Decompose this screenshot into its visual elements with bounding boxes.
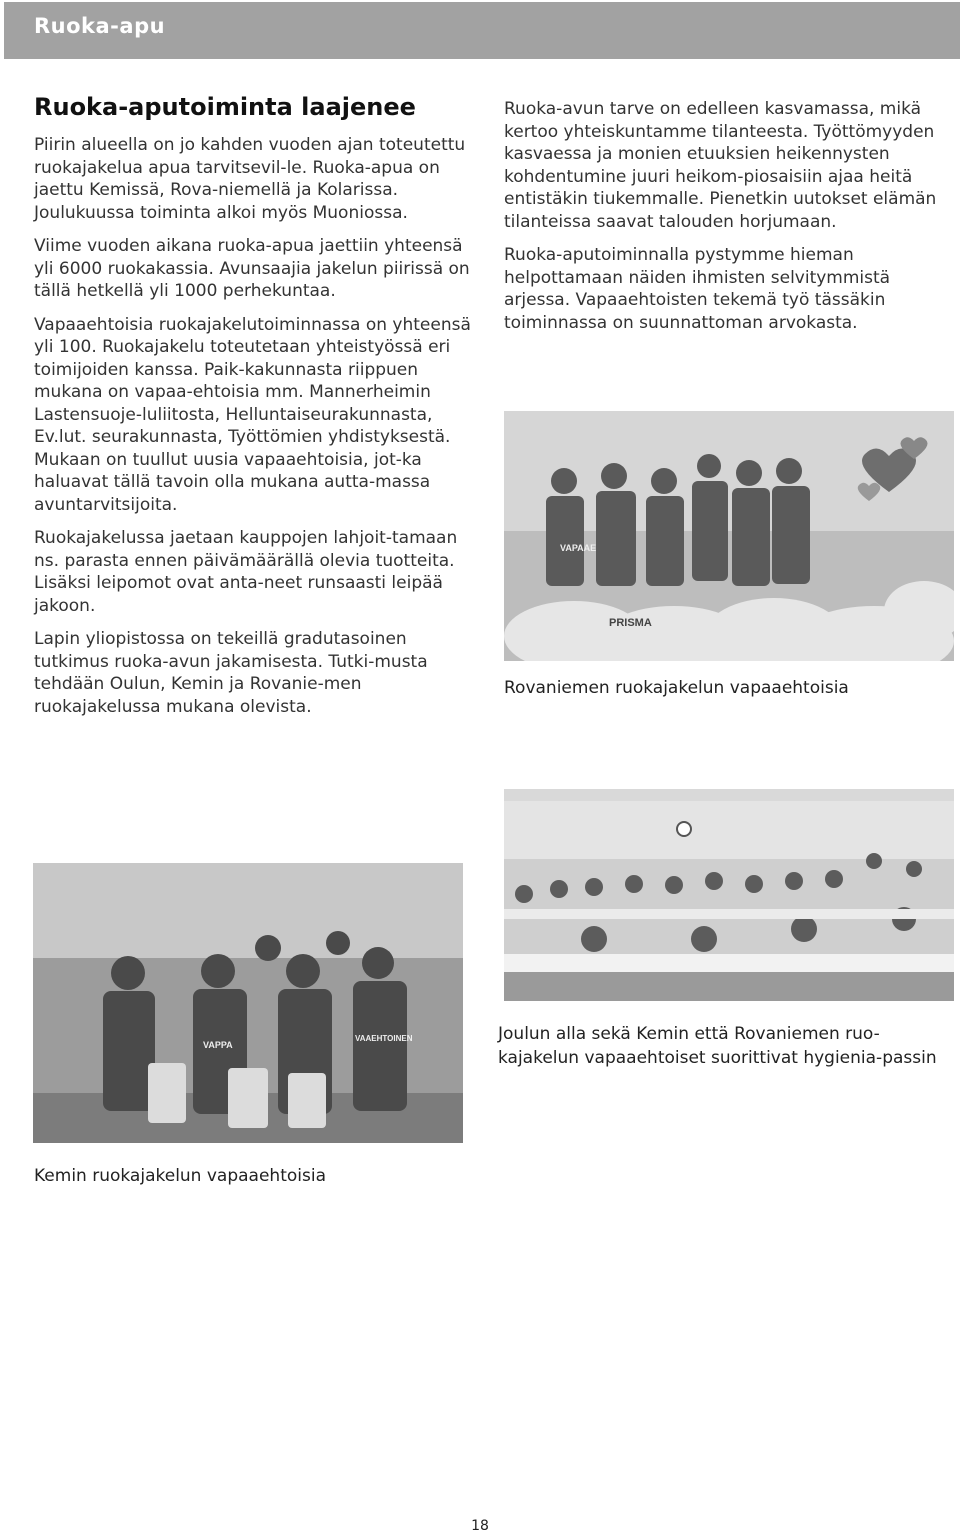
caption-hygiene: Joulun alla sekä Kemin että Rovaniemen ruo-kajakelun vapaaehtoiset suorittivat hygienia-passin (498, 1024, 937, 1068)
section-title: Ruoka-apu (34, 14, 166, 38)
paragraph: Ruoka-aputoiminnalla pystymme hieman helpottamaan näiden ihmisten selvitymmistä arjessa. Vapaaehtoisten tekemä työ tässäkin toiminnassa on suunnattoman arvokasta. (504, 245, 891, 333)
vest-text: VAPPA (203, 1040, 233, 1050)
page-number: 18 (471, 1518, 489, 1534)
paragraph: Lapin yliopistossa on tekeillä gradutasoinen tutkimus ruoka-avun jakamisesta. Tutki-musta tehdään Oulun, Kemin ja Rovanie-men ruokajakelussa mukana olevista. (34, 629, 428, 717)
caption-rovaniemi: Rovaniemen ruokajakelun vapaaehtoisia (504, 678, 849, 698)
paragraph: Ruokajakelussa jaetaan kauppojen lahjoit-tamaan ns. parasta ennen päivämäärällä olevia tuotteita. Lisäksi leipomot ovat anta-neet runsaasti leipää jakoon. (34, 528, 458, 616)
photo-rovaniemi-volunteers (504, 411, 954, 661)
photo-rovaniemi-image (504, 411, 954, 661)
paragraph: Viime vuoden aikana ruoka-apua jaettiin yhteensä yli 6000 ruokakassia. Avunsaajia jakelun piirissä on tällä hetkellä yli 1000 perhekuntaa. (34, 236, 470, 301)
left-column (34, 134, 474, 729)
article-title: Ruoka-aputoiminta laajenee (34, 93, 416, 121)
caption-kemi: Kemin ruokajakelun vapaaehtoisia (34, 1166, 326, 1186)
photo-kemi-volunteers (33, 863, 463, 1143)
vest-text: VAPAAE (560, 543, 597, 553)
paragraph: Vapaaehtoisia ruokajakelutoiminnassa on yhteensä yli 100. Ruokajakelu toteutetaan yhteistyössä eri toimijoiden kanssa. Paik-kakunnasta riippuen mukana on vapaa-ehtoisia mm. Mannerheimin Lastensuoje-luliitosta, Helluntaiseurakunnasta, Ev.lut. seurakunnasta, Työttömien yhdistyksestä. Mukaan on tuullut uusia vapaaehtoisia, jot-ka haluavat tällä tavoin olla mukana autta-massa avuntarvitsijoita. (34, 314, 471, 515)
photo-hygiene-training (504, 789, 954, 1001)
photo-hygiene-image (504, 789, 954, 1001)
section-header (4, 2, 960, 59)
paragraph: Ruoka-avun tarve on edelleen kasvamassa, mikä kertoo yhteiskuntamme tilanteesta. Työttömyyden kasvaessa ja monien etuuksien heikennysten kohdentumine juuri heikom-piosaisiin ajaa heitä entistäkin tiukemmalle. Pienetkin uutokset elämän tilanteissa saavat talouden horjumaan. (504, 99, 937, 232)
vest-text: VAAEHTOINEN (355, 1034, 413, 1043)
right-column (504, 98, 956, 345)
photo-kemi-image (33, 863, 463, 1143)
bag-text: PRISMA (609, 617, 652, 629)
paragraph: Piirin alueella on jo kahden vuoden ajan toteutettu ruokajakelua apua tarvitsevil-le. Ruoka-apua on jaettu Kemissä, Rova-niemellä ja Kolarissa. Joulukuussa toiminta alkoi myös Muoniossa. (34, 135, 466, 223)
